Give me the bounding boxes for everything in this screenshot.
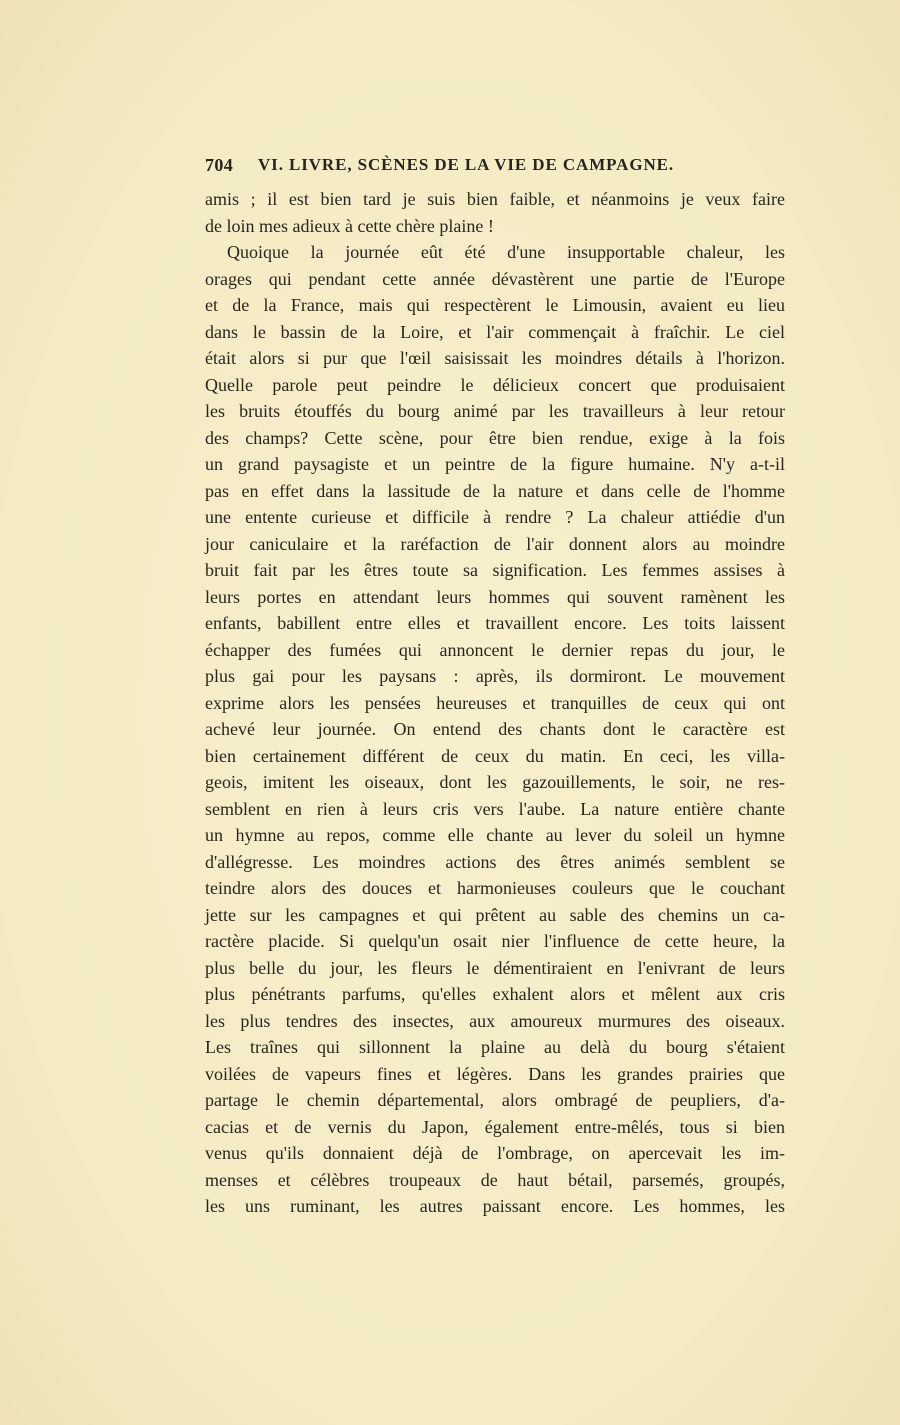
- text-line: une entente curieuse et difficile à rendre ? La chaleur attiédie d'un: [205, 507, 785, 527]
- text-line: teindre alors des douces et harmonieuses couleurs que le couchant: [205, 878, 785, 898]
- text-line: de loin mes adieux à cette chère plaine !: [205, 215, 494, 236]
- text-line: Quoique la journée eût été d'une insupportable chaleur, les: [227, 242, 785, 262]
- text-line: ractère placide. Si quelqu'un osait nier l'influence de cette heure, la: [205, 931, 785, 951]
- text-line: bien certainement différent de ceux du matin. En ceci, les villa-: [205, 745, 785, 766]
- running-header: [205, 155, 785, 181]
- text-line: geois, imitent les oiseaux, dont les gazouillements, le soir, ne res-: [205, 772, 785, 792]
- text-line: échapper des fumées qui annoncent le dernier repas du jour, le: [205, 639, 785, 660]
- text-line: semblent en rien à leurs cris vers l'aube. La nature entière chante: [205, 798, 785, 819]
- text-line: Quelle parole peut peindre le délicieux concert que produisaient: [205, 374, 785, 395]
- running-title: VI. LIVRE, SCÈNES DE LA VIE DE CAMPAGNE.: [258, 155, 675, 174]
- text-line: orages qui pendant cette année dévastèrent une partie de l'Europe: [205, 268, 785, 289]
- text-line: des champs? Cette scène, pour être bien rendue, exige à la fois: [205, 427, 785, 448]
- page-body-text: [205, 186, 785, 1220]
- text-line: amis ; il est bien tard je suis bien faible, et néanmoins je veux faire: [205, 189, 785, 209]
- text-line: était alors si pur que l'œil saisissait les moindres détails à l'horizon.: [205, 348, 785, 368]
- text-line: jette sur les campagnes et qui prêtent au sable des chemins un ca-: [205, 904, 785, 925]
- text-line: enfants, babillent entre elles et travaillent encore. Les toits laissent: [205, 613, 785, 633]
- text-line: plus gai pour les paysans : après, ils dormiront. Le mouvement: [205, 666, 785, 686]
- text-line: plus belle du jour, les fleurs le démentiraient en l'enivrant de leurs: [205, 957, 785, 978]
- text-line: bruit fait par les êtres toute sa signification. Les femmes assises à: [205, 560, 785, 580]
- text-line: achevé leur journée. On entend des chants dont le caractère est: [205, 719, 785, 739]
- text-line: les bruits étouffés du bourg animé par les travailleurs à leur retour: [205, 401, 785, 421]
- text-line: exprime alors les pensées heureuses et tranquilles de ceux qui ont: [205, 692, 785, 713]
- text-line: partage le chemin départemental, alors ombragé de peupliers, d'a-: [205, 1090, 785, 1110]
- page-number: 704: [205, 155, 234, 175]
- text-line: et de la France, mais qui respectèrent le Limousin, avaient eu lieu: [205, 295, 785, 315]
- text-line: cacias et de vernis du Japon, également entre-mêlés, tous si bien: [205, 1116, 785, 1137]
- text-line: un hymne au repos, comme elle chante au lever du soleil un hymne: [205, 825, 785, 845]
- text-line: venus qu'ils donnaient déjà de l'ombrage, on apercevait les im-: [205, 1143, 785, 1163]
- text-line: pas en effet dans la lassitude de la nature et dans celle de l'homme: [205, 480, 785, 501]
- text-line: leurs portes en attendant leurs hommes qui souvent ramènent les: [205, 586, 785, 607]
- text-line: Les traînes qui sillonnent la plaine au delà du bourg s'étaient: [205, 1037, 785, 1057]
- text-line: un grand paysagiste et un peintre de la figure humaine. N'y a-t-il: [205, 454, 785, 474]
- text-line: les plus tendres des insectes, aux amoureux murmures des oiseaux.: [205, 1010, 785, 1031]
- text-line: dans le bassin de la Loire, et l'air commençait à fraîchir. Le ciel: [205, 321, 785, 342]
- text-line: les uns ruminant, les autres paissant encore. Les hommes, les: [205, 1196, 785, 1216]
- text-line: d'allégresse. Les moindres actions des êtres animés semblent se: [205, 851, 785, 872]
- text-line: plus pénétrants parfums, qu'elles exhalent alors et mêlent aux cris: [205, 984, 785, 1004]
- text-line: menses et célèbres troupeaux de haut bétail, parsemés, groupés,: [205, 1169, 785, 1190]
- text-line: voilées de vapeurs fines et légères. Dans les grandes prairies que: [205, 1063, 785, 1084]
- text-line: jour caniculaire et la raréfaction de l'air donnent alors au moindre: [205, 533, 785, 554]
